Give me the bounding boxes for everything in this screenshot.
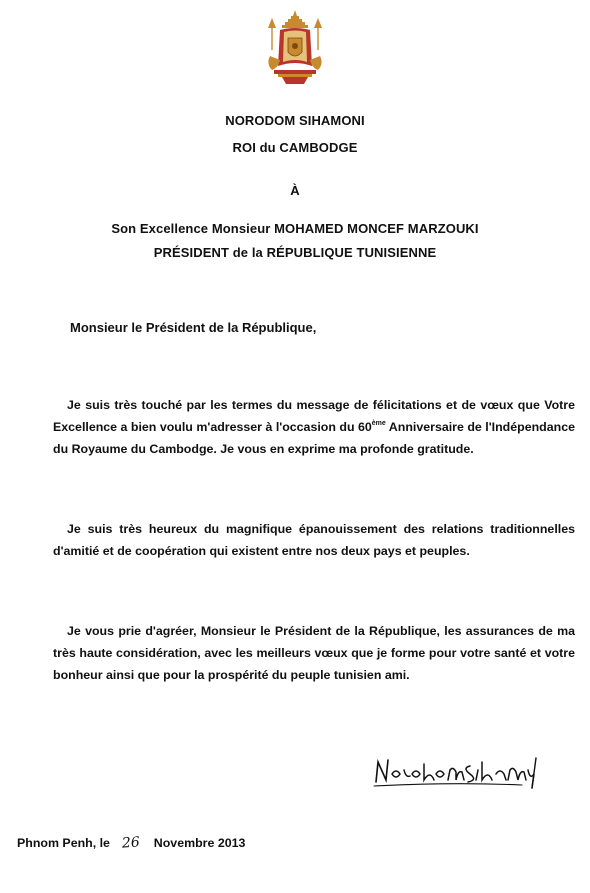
recipient-title: PRÉSIDENT de la RÉPUBLIQUE TUNISIENNE — [153, 245, 437, 260]
sender-title: ROI du CAMBODGE — [232, 140, 358, 155]
date-day: 26 — [121, 834, 141, 852]
date-month-year: Novembre 2013 — [153, 836, 246, 850]
ordinal-suffix: ème — [371, 420, 386, 427]
body-paragraph-2: Je suis très heureux du magnifique épanouissement des relations traditionnelles d'amitié et de coopération qui existent entre nos deux pays et peuples. — [53, 522, 575, 558]
body-paragraph-1-text-continued: Anniversaire de l'Indépendance du Royaume du Cambodge. Je vous en exprime ma profonde gratitude. — [53, 420, 575, 456]
sender-name: NORODOM SIHAMONI — [225, 113, 365, 128]
royal-arms-icon — [262, 8, 328, 86]
place-and-date — [17, 835, 245, 851]
recipient-name: Son Excellence Monsieur MOHAMED MONCEF MARZOUKI — [111, 221, 479, 236]
body-paragraph-3: Je vous prie d'agréer, Monsieur le Président de la République, les assurances de ma très haute considération, avec les meilleurs vœux que je forme pour votre santé et votre bonheur ainsi que pour la prospérité du peuple tunisien ami. — [53, 624, 575, 682]
body-paragraph-1 — [53, 394, 575, 460]
salutation: Monsieur le Président de la République, — [70, 320, 317, 335]
addressee-preposition: À — [290, 183, 300, 198]
signature-icon — [372, 752, 542, 792]
body-paragraph-1-text: Je suis très touché par les termes du message de félicitations et de vœux que Votre Excellence a bien voulu m'adresser à l'occasion du 60 — [53, 398, 575, 434]
place: Phnom Penh, le — [17, 836, 110, 850]
